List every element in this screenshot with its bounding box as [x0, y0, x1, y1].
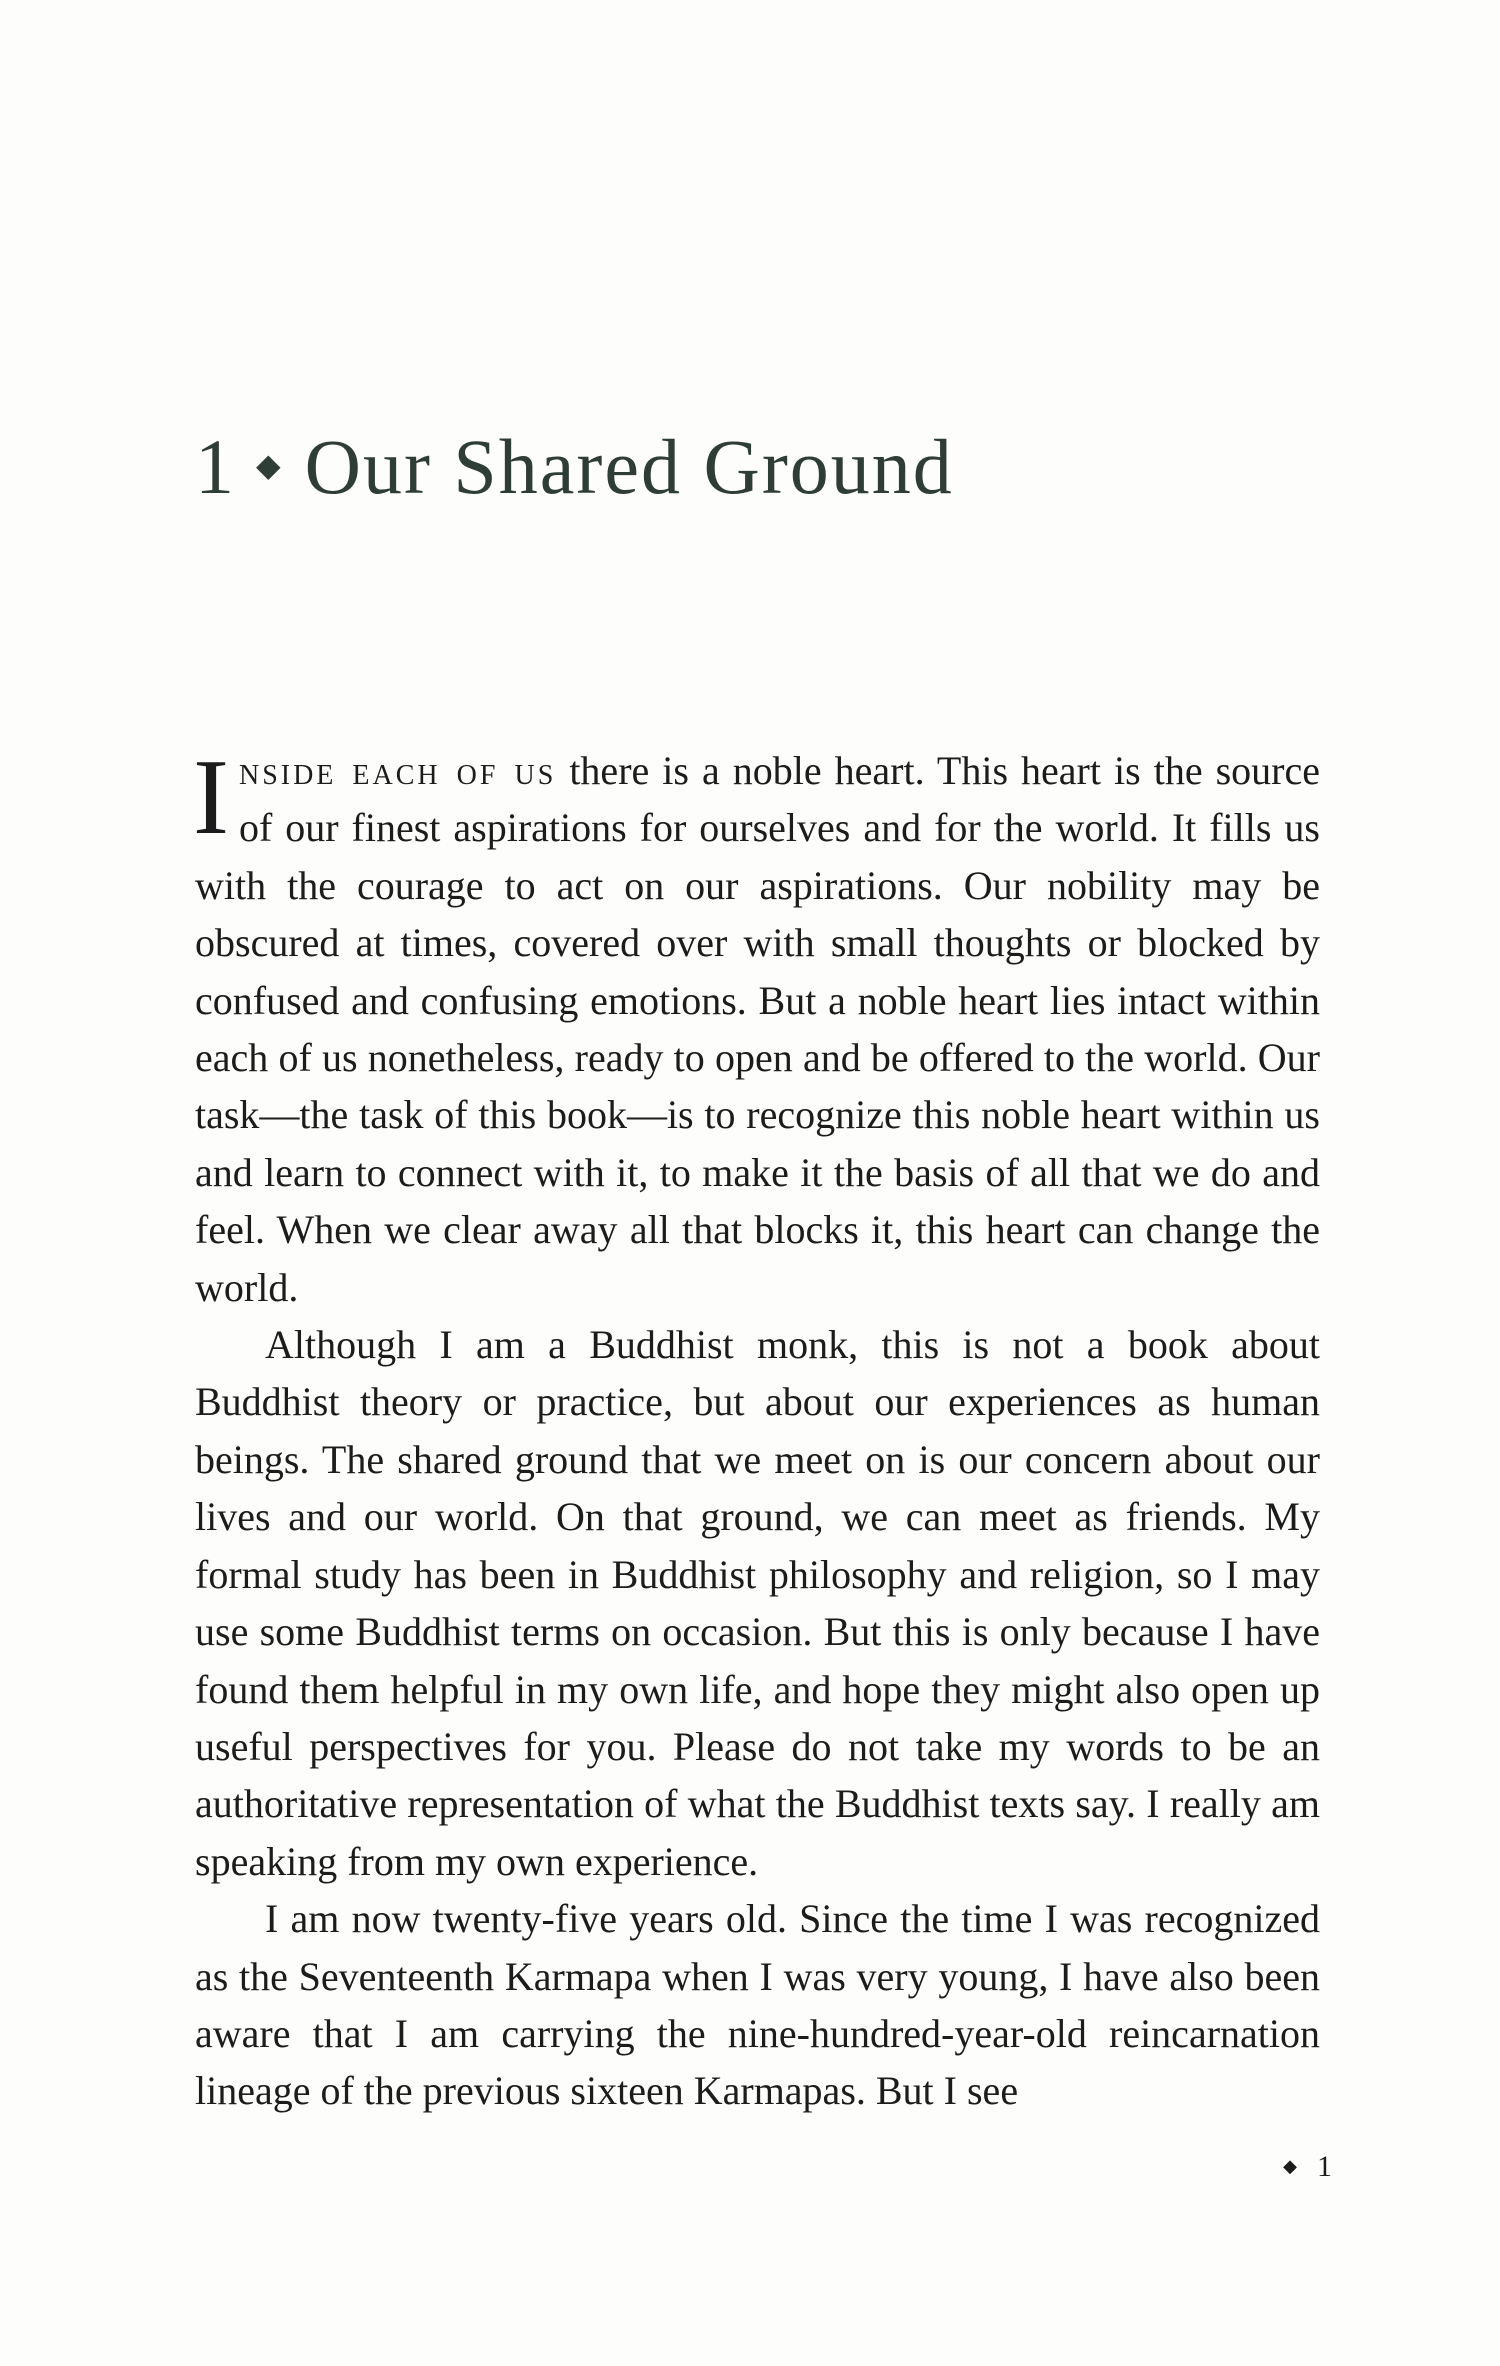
body-text	[193, 738, 1320, 2120]
lead-in-small-caps: nside each of us	[238, 748, 557, 793]
page-number: 1	[1317, 2150, 1332, 2183]
paragraph-3: I am now twenty-five years old. Since the time I was recognized as the Seventeenth Karmapa when I was very young, I have also been aware that I am carrying the nine-hundred-year-old reincarnation lineage of the previous sixteen Karmapas. But I see	[195, 1896, 1320, 2114]
folio-diamond-icon: ◆	[1283, 2156, 1297, 2176]
drop-cap: I	[193, 738, 229, 857]
chapter-title-text: Our Shared Ground	[304, 423, 954, 510]
paragraph-1	[193, 738, 1320, 1316]
paragraph-1-text: there is a noble heart. This heart is the source of our finest aspirations for ourselves and for the world. It fills us with the courage to act on our aspirations. Our nobility may be obscured at times, covered over with small thoughts or blocked by confused and confusing emotions. But a noble heart lies intact within each of us nonetheless, ready to open and be offered to the world. Our task—the task of this book—is to recognize this noble heart within us and learn to connect with it, to make it the basis of all that we do and feel. When we clear away all that blocks it, this heart can change the world.	[195, 748, 1320, 1310]
chapter-title	[195, 423, 954, 510]
chapter-number: 1	[195, 423, 236, 510]
paragraph-2: Although I am a Buddhist monk, this is not a book about Buddhist theory or practice, but about our experiences as human beings. The shared ground that we meet on is our concern about our lives and our world. On that ground, we can meet as friends. My formal study has been in Buddhist philosophy and religion, so I may use some Buddhist terms on occasion. But this is only because I have found them helpful in my own life, and hope they might also open up useful perspectives for you. Please do not take my words to be an authoritative representation of what the Buddhist texts say. I really am speaking from my own experience.	[195, 1322, 1320, 1884]
page-folio	[1283, 2150, 1332, 2184]
diamond-bullet-icon: ◆	[256, 447, 283, 484]
